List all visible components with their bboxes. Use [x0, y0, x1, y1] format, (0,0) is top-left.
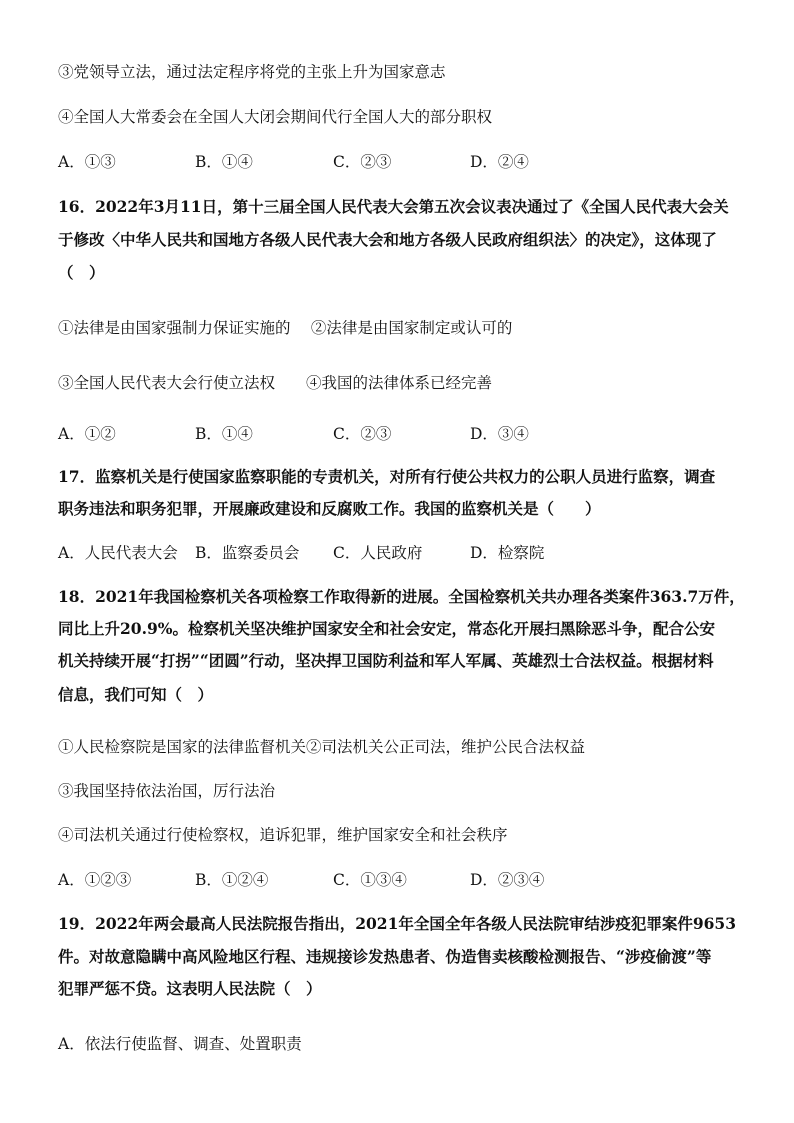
q16-items-1: ①法律是由国家强制力保证实施的 ②法律是由国家制定或认可的 — [58, 319, 513, 337]
q15-item-3: ③党领导立法，通过法定程序将党的主张上升为国家意志 — [58, 63, 446, 81]
q16-stem-line-2: 于修改〈中华人民共和国地方各级人民代表大会和地方各级人民政府组织法〉的决定》，这体现了 — [58, 230, 717, 249]
q18-option-a[interactable]: A．①②③ — [58, 871, 132, 889]
q16-option-a[interactable]: A．①② — [58, 425, 116, 443]
q17-stem-line-2: 职务违法和职务犯罪，开展廉政建设和反腐败工作。我国的监察机关是（ ） — [58, 499, 601, 518]
q18-stem-line-4: 信息，我们可知（ ） — [58, 685, 214, 704]
q18-option-d[interactable]: D．②③④ — [470, 871, 545, 889]
q19-option-a[interactable]: A．依法行使监督、调查、处置职责 — [58, 1035, 302, 1053]
q17-option-b[interactable]: B．监察委员会 — [195, 544, 300, 562]
q16-options — [58, 424, 618, 444]
q18-stem-line-1: 18．2021年我国检察机关各项检察工作取得新的进展。全国检察机关共办理各类案件363.7万件， — [58, 587, 745, 606]
q15-option-d[interactable]: D．②④ — [470, 153, 529, 171]
q15-option-a[interactable]: A．①③ — [58, 153, 116, 171]
q18-items-3: ④司法机关通过行使检察权，追诉犯罪，维护国家安全和社会秩序 — [58, 826, 508, 844]
q18-items-1: ①人民检察院是国家的法律监督机关②司法机关公正司法，维护公民合法权益 — [58, 738, 586, 756]
q18-stem-line-2: 同比上升20.9%。检察机关坚决维护国家安全和社会安定，常态化开展扫黑除恶斗争，配合公安 — [58, 619, 715, 638]
q16-option-d[interactable]: D．③④ — [470, 425, 529, 443]
q17-option-d[interactable]: D．检察院 — [470, 544, 545, 562]
q18-items-2: ③我国坚持依法治国，厉行法治 — [58, 782, 276, 800]
q15-option-c[interactable]: C．②③ — [333, 153, 392, 171]
q18-option-c[interactable]: C．①③④ — [333, 871, 407, 889]
q16-option-c[interactable]: C．②③ — [333, 425, 392, 443]
q15-option-b[interactable]: B．①④ — [195, 153, 253, 171]
q16-option-b[interactable]: B．①④ — [195, 425, 253, 443]
q19-stem-line-1: 19．2022年两会最高人民法院报告指出，2021年全国全年各级人民法院审结涉疫犯罪案件9653 — [58, 914, 736, 933]
q17-options — [58, 543, 618, 563]
q17-option-a[interactable]: A．人民代表大会 — [58, 544, 178, 562]
q19-stem-line-2: 件。对故意隐瞒中高风险地区行程、违规接诊发热患者、伪造售卖核酸检测报告、“涉疫偷渡”等 — [58, 947, 712, 966]
q18-stem-line-3: 机关持续开展“打拐”“团圆”行动，坚决捍卫国防利益和军人军属、英雄烈士合法权益。根据材料 — [58, 651, 714, 670]
q16-stem-line-3: （ ） — [58, 263, 105, 282]
q19-stem-line-3: 犯罪严惩不贷。这表明人民法院（ ） — [58, 979, 322, 998]
q18-options — [58, 870, 618, 890]
q16-items-2: ③全国人民代表大会行使立法权 ④我国的法律体系已经完善 — [58, 374, 493, 392]
q17-option-c[interactable]: C．人民政府 — [333, 544, 423, 562]
q17-stem-line-1: 17．监察机关是行使国家监察职能的专责机关，对所有行使公共权力的公职人员进行监察，调查 — [58, 467, 716, 486]
q16-stem-line-1: 16．2022年3月11日，第十三届全国人民代表大会第五次会议表决通过了《全国人民代表大会关 — [58, 197, 729, 216]
q18-option-b[interactable]: B．①②④ — [195, 871, 269, 889]
q15-options — [58, 152, 618, 172]
q15-item-4: ④全国人大常委会在全国人大闭会期间代行全国人大的部分职权 — [58, 108, 493, 126]
